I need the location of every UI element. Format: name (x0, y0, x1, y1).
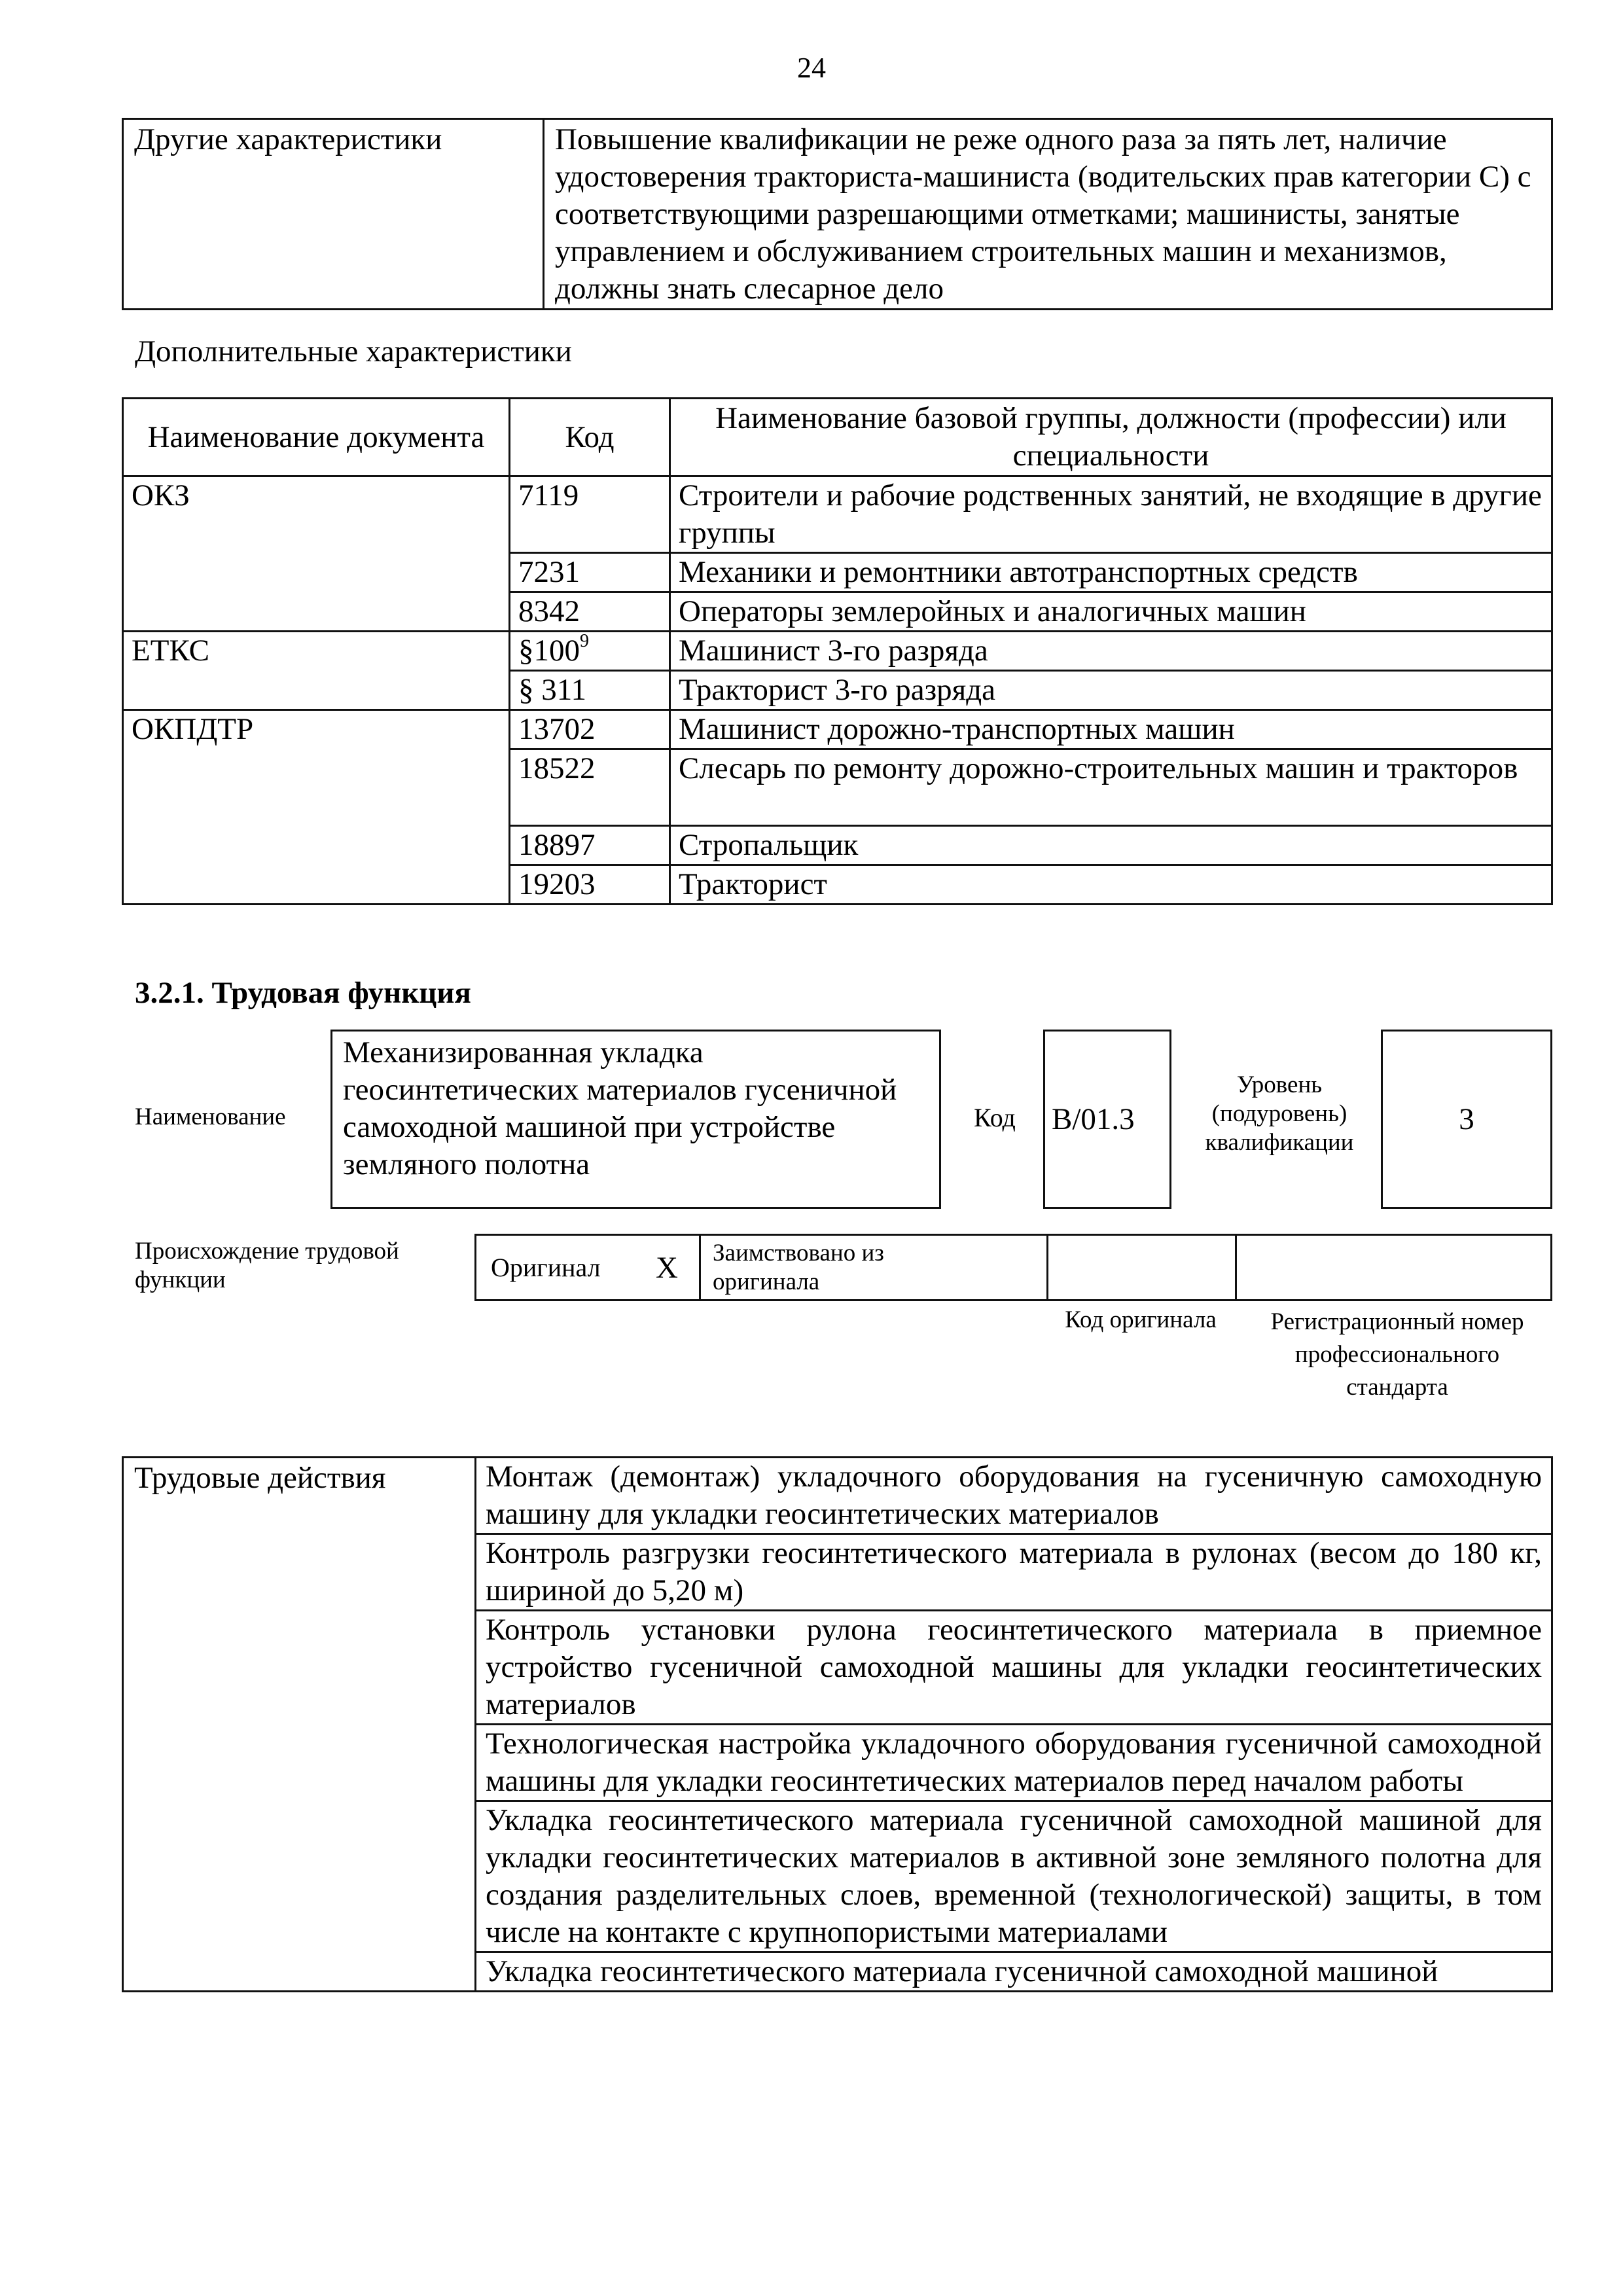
labor-action-item: Укладка геосинтетического материала гусеничной самоходной машиной (476, 1952, 1552, 1992)
other-characteristics-label: Другие характеристики (123, 119, 544, 310)
code-cell: 8342 (510, 592, 670, 632)
original-label: Оригинал (491, 1253, 601, 1282)
name-cell: Тракторист (670, 865, 1552, 905)
labor-action-item: Контроль установки рулона геосинтетического материала в приемное устройство гусеничной самоходной машины для укладки геосинтетических материалов (476, 1611, 1552, 1725)
level-box: 3 (1381, 1030, 1552, 1209)
additional-characteristics-table (122, 397, 1553, 905)
code-cell: 18897 (510, 826, 670, 865)
doc-cell: ОКЗ (123, 476, 510, 632)
code-label: Код (974, 1103, 1016, 1132)
name-cell: Операторы землеройных и аналогичных машин (670, 592, 1552, 632)
code-original-caption: Код оригинала (1065, 1306, 1217, 1333)
name-cell: Механики и ремонтники автотранспортных средств (670, 553, 1552, 592)
code-superscript: 9 (580, 631, 589, 651)
code-cell: 7119 (510, 476, 670, 553)
labor-action-item: Укладка геосинтетического материала гусеничной самоходной машиной для укладки геосинтетических материалов в активной зоне земляного полотна для создания разделительных слоев, временной (технологической) защиты, в том числе на контакте с крупнопористыми материалами (476, 1801, 1552, 1952)
name-label: Наименование (135, 1103, 286, 1130)
labor-function-heading: 3.2.1. Трудовая функция (135, 976, 471, 1010)
code-cell: 13702 (510, 710, 670, 749)
other-characteristics-table (122, 118, 1553, 310)
labor-actions-label: Трудовые действия (123, 1458, 476, 1992)
borrowed-cell (701, 1236, 1048, 1299)
table-row (123, 476, 1552, 553)
reg-number-cell (1237, 1236, 1550, 1299)
table-row (123, 1458, 1552, 1534)
code-cell: 19203 (510, 865, 670, 905)
doc-cell: ОКПДТР (123, 710, 510, 905)
page-number: 24 (797, 52, 826, 84)
origin-label: Происхождение трудовой функции (135, 1238, 399, 1293)
origin-table (474, 1234, 1552, 1301)
labor-action-item: Монтаж (демонтаж) укладочного оборудования на гусеничную самоходную машину для укладки геосинтетических материалов (476, 1458, 1552, 1534)
doc-cell: ЕТКС (123, 632, 510, 710)
code-cell: 18522 (510, 749, 670, 826)
original-cell (476, 1236, 701, 1299)
name-cell: Строители и рабочие родственных занятий, не входящие в другие группы (670, 476, 1552, 553)
code-cell: 7231 (510, 553, 670, 592)
original-mark: X (656, 1250, 678, 1285)
labor-action-item: Контроль разгрузки геосинтетического материала в рулонах (весом до 180 кг, шириной до 5,20 м) (476, 1534, 1552, 1611)
code-original-cell (1048, 1236, 1237, 1299)
other-characteristics-text: Повышение квалификации не реже одного раза за пять лет, наличие удостоверения тракториста-машиниста (водительских прав категории С) с соответствующими разрешающими отметками; машинисты, занятые управлением и обслуживанием строительных машин и механизмов, должны знать слесарное дело (544, 119, 1552, 310)
name-cell: Машинист дорожно-транспортных машин (670, 710, 1552, 749)
header-doc: Наименование документа (123, 399, 510, 476)
header-name: Наименование базовой группы, должности (профессии) или специальности (670, 399, 1552, 476)
reg-number-caption: Регистрационный номер профессионального стандарта (1270, 1308, 1524, 1401)
labor-actions-table (122, 1456, 1553, 1992)
table-row (123, 710, 1552, 749)
header-code: Код (510, 399, 670, 476)
function-code-box: B/01.3 (1043, 1030, 1171, 1209)
level-label: Уровень (подуровень) квалификации (1205, 1071, 1354, 1156)
name-cell: Слесарь по ремонту дорожно-строительных машин и тракторов (670, 749, 1552, 826)
code-text: §100 (518, 634, 580, 668)
name-cell: Стропальщик (670, 826, 1552, 865)
borrowed-label: Заимствовано из оригинала (713, 1239, 884, 1295)
additional-characteristics-heading: Дополнительные характеристики (135, 334, 572, 368)
name-cell: Машинист 3-го разряда (670, 632, 1552, 671)
code-cell: § 311 (510, 671, 670, 710)
labor-action-item: Технологическая настройка укладочного оборудования гусеничной самоходной машины для укладки геосинтетических материалов перед началом работы (476, 1725, 1552, 1801)
function-name-box: Механизированная укладка геосинтетических материалов гусеничной самоходной машиной при устройстве земляного полотна (330, 1030, 941, 1209)
code-cell (510, 632, 670, 671)
name-cell: Тракторист 3-го разряда (670, 671, 1552, 710)
table-row (123, 632, 1552, 671)
